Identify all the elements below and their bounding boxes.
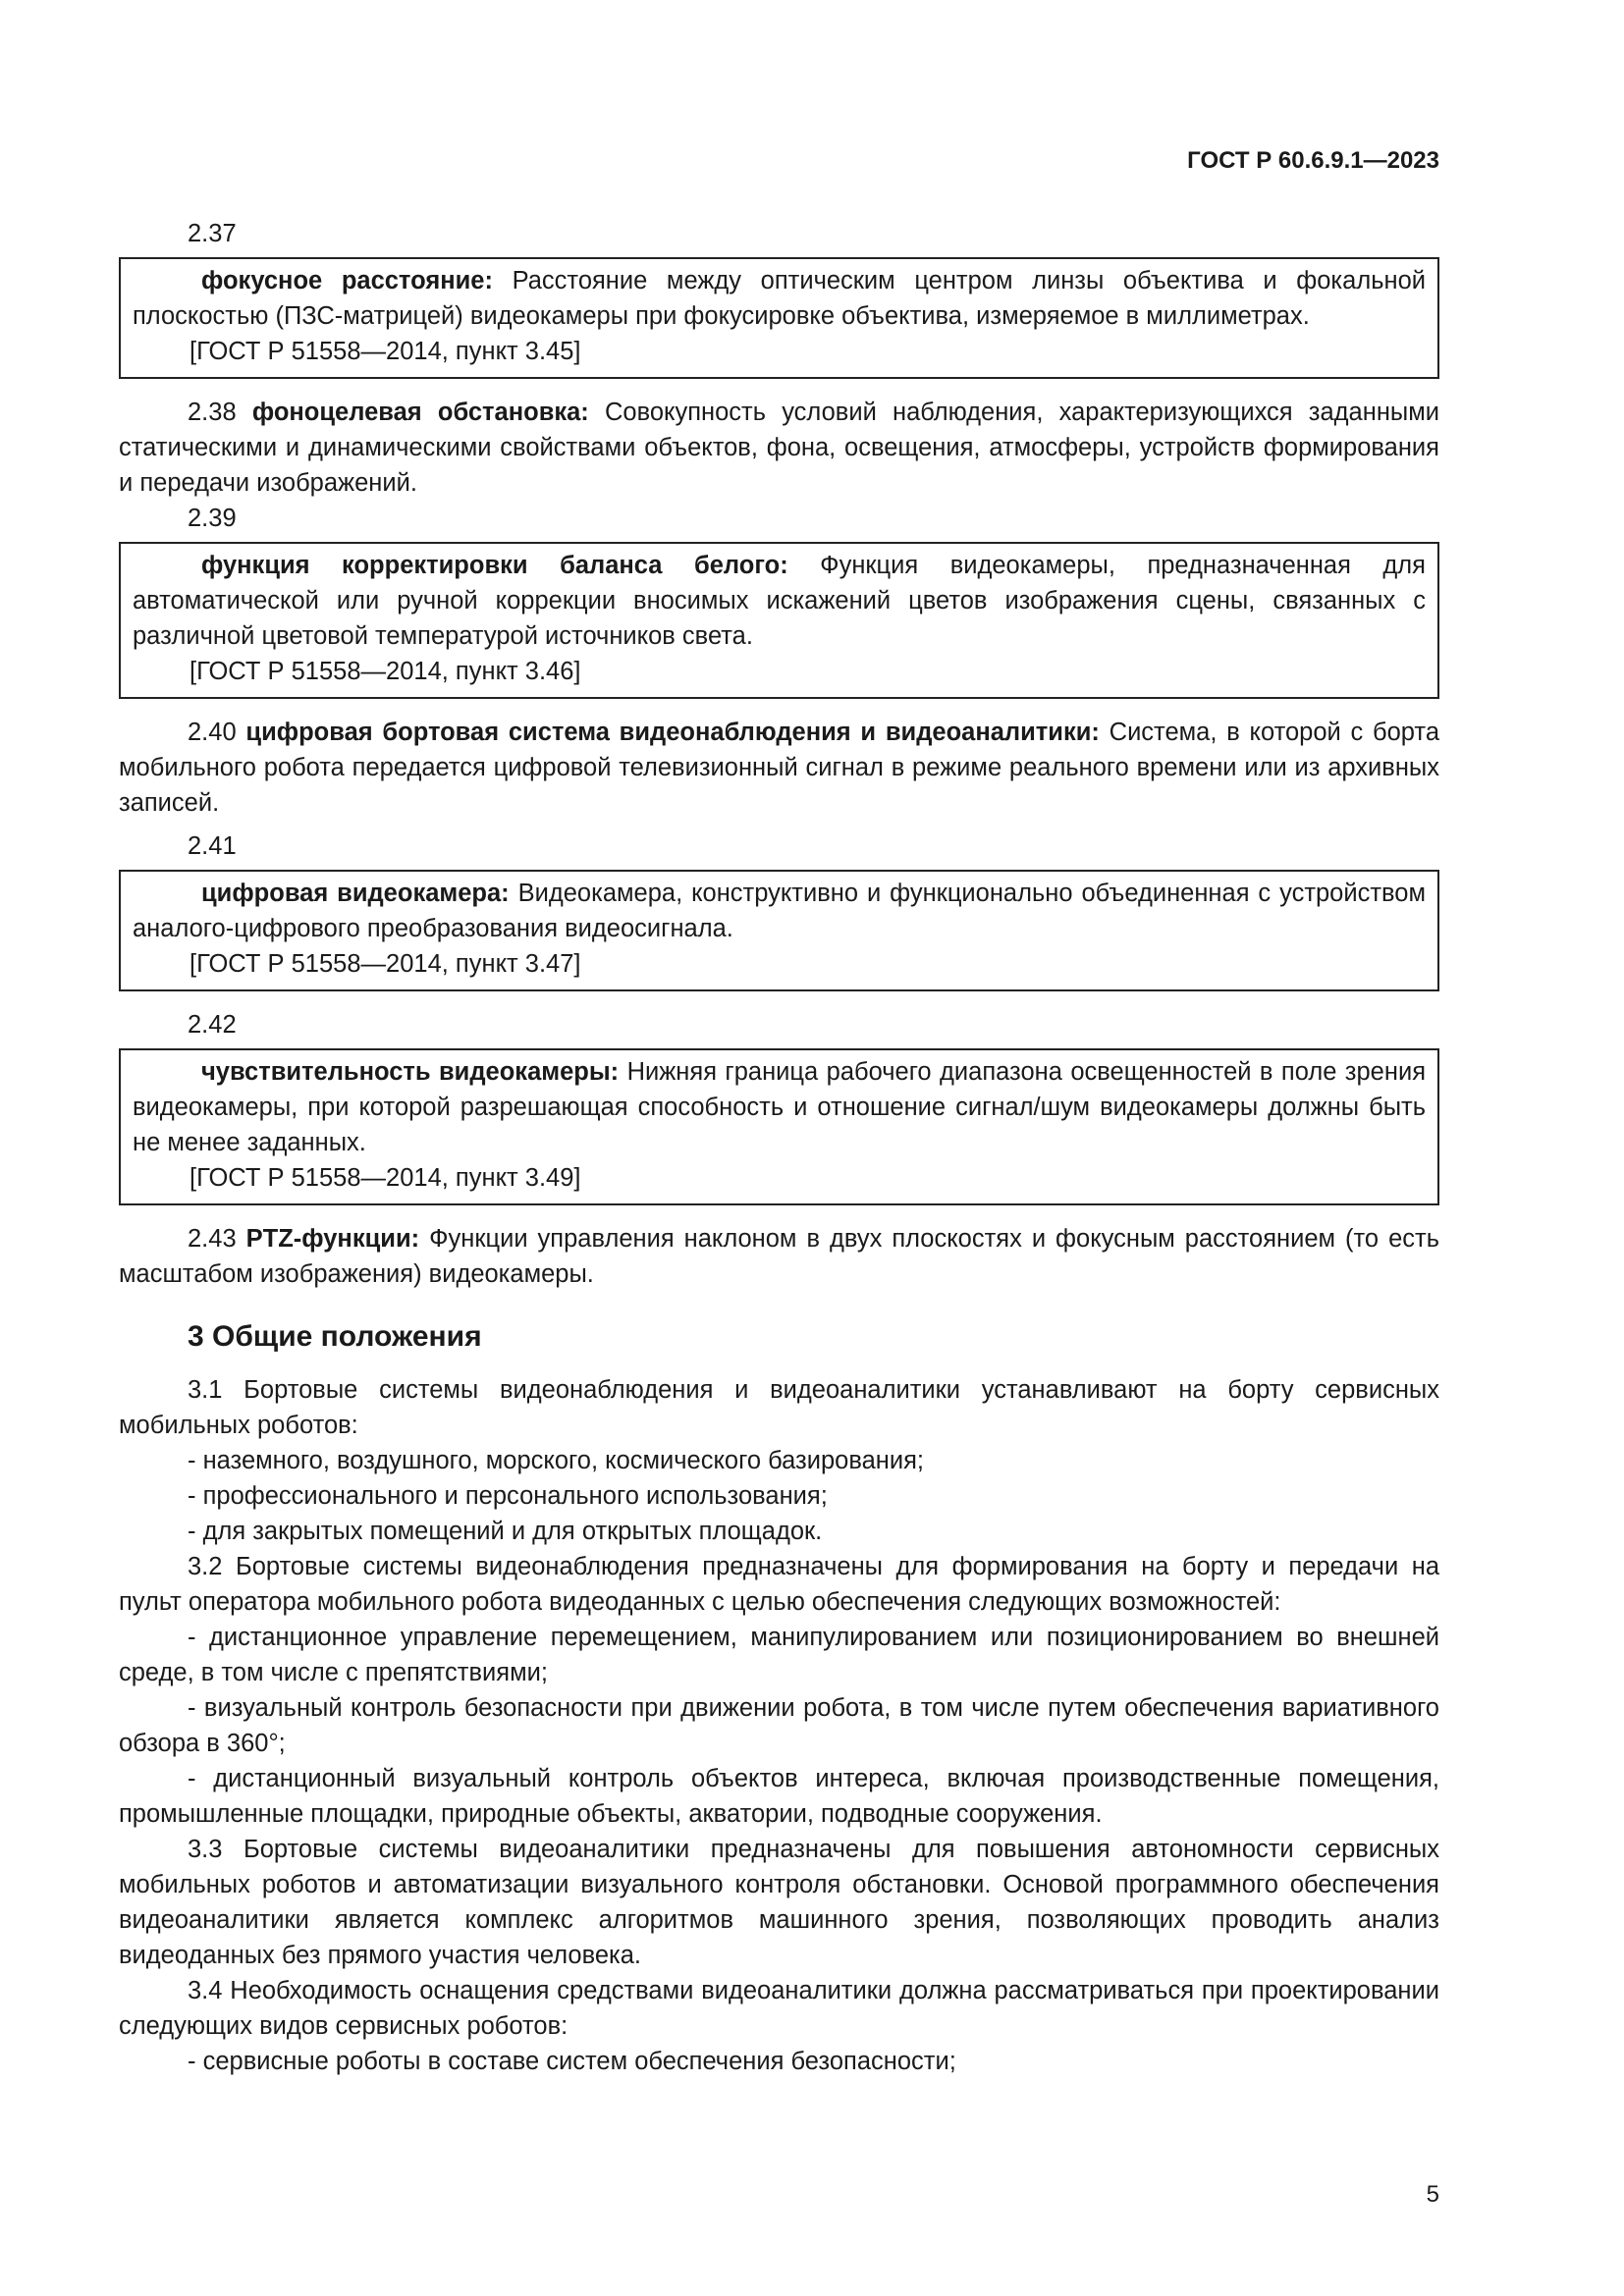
clause-paragraph: 3.3 Бортовые системы видеоаналитики предназначены для повышения автономности сервисных мобильных роботов и автоматизации визуального контроля обстановки. Основой программного обеспечения видеоаналитики является комплекс алгоритмов машинного зрения, позволяющих проводить анализ видеоданных без прямого участия человека.: [119, 1836, 1439, 1969]
term-name: фокусное расстояние:: [201, 267, 493, 294]
term-text: Совокупность условий наблюдения, характеризующихся заданными статическими и динамическими свойствами объектов, фона, освещения, атмосферы, устройств формирования и передачи изображений.: [119, 399, 1440, 497]
term-box: [119, 257, 1439, 379]
term-number: 2.41: [188, 832, 237, 860]
clause-paragraph: 3.2 Бортовые системы видеонаблюдения предназначены для формирования на борту и передачи на пульт оператора мобильного робота видеоданных с целью обеспечения следующих возможностей:: [119, 1553, 1439, 1616]
term-number: 2.39: [188, 505, 237, 532]
term-box: [119, 542, 1439, 699]
list-item: - профессионального и персонального использования;: [188, 1482, 828, 1510]
term-name: цифровая видеокамера:: [201, 880, 510, 907]
term-text: Нижняя граница рабочего диапазона освещенностей в поле зрения видеокамеры, при которой разрешающая способность и отношение сигнал/шум видеокамеры должны быть не менее заданных.: [133, 1058, 1426, 1156]
list-item: - дистанционный визуальный контроль объектов интереса, включая производственные помещения, промышленные площадки, природные объекты, акватории, подводные сооружения.: [119, 1765, 1439, 1828]
term-definition: [119, 395, 1439, 501]
term-text: Видеокамера, конструктивно и функционально объединенная с устройством аналого-цифрового преобразования видеосигнала.: [133, 880, 1427, 942]
page-number: 5: [1426, 2181, 1439, 2208]
clause-paragraph: 3.4 Необходимость оснащения средствами видеоаналитики должна рассматриваться при проектировании следующих видов сервисных роботов:: [119, 1977, 1439, 2040]
term-text: Расстояние между оптическим центром линзы объектива и фокальной плоскостью (ПЗС-матрицей) видеокамеры при фокусировке объектива, измеряемое в миллиметрах.: [133, 267, 1426, 330]
term-name: цифровая бортовая система видеонаблюдения и видеоаналитики:: [245, 719, 1100, 746]
term-definition: [133, 876, 1426, 946]
term-box: [119, 1048, 1439, 1205]
term-name: чувствительность видеокамеры:: [201, 1058, 620, 1086]
term-text: Система, в которой с борта мобильного робота передается цифровой телевизионный сигнал в режиме реального времени или из архивных записей.: [119, 719, 1440, 817]
term-number: 2.40: [188, 719, 237, 746]
list-item: - дистанционное управление перемещением, манипулированием или позиционированием во внешней среде, в том числе с препятствиями;: [119, 1624, 1439, 1686]
term-definition: [133, 548, 1426, 654]
term-source: [ГОСТ Р 51558—2014, пункт 3.45]: [189, 338, 581, 365]
term-number: 2.42: [188, 1011, 237, 1039]
list-item: - для закрытых помещений и для открытых площадок.: [188, 1518, 823, 1545]
term-definition: [133, 263, 1426, 334]
list-item: - сервисные роботы в составе систем обеспечения безопасности;: [188, 2048, 956, 2075]
term-name: PTZ-функции:: [245, 1225, 420, 1253]
document-body: [119, 216, 1439, 2079]
term-definition: [119, 715, 1439, 821]
term-definition: [119, 1221, 1439, 1292]
standard-designation: ГОСТ Р 60.6.9.1—2023: [1187, 147, 1439, 174]
term-number: 2.43: [188, 1225, 237, 1253]
term-number: 2.37: [188, 220, 237, 247]
term-definition: [133, 1054, 1426, 1160]
clause-paragraph: 3.1 Бортовые системы видеонаблюдения и видеоаналитики устанавливают на борту сервисных мобильных роботов:: [119, 1376, 1439, 1439]
section-title: 3 Общие положения: [188, 1320, 482, 1353]
term-source: [ГОСТ Р 51558—2014, пункт 3.49]: [189, 1164, 581, 1192]
term-name: фоноцелевая обстановка:: [251, 399, 589, 426]
term-number: 2.38: [188, 399, 237, 426]
list-item: - визуальный контроль безопасности при движении робота, в том числе путем обеспечения вариативного обзора в 360°;: [119, 1694, 1439, 1757]
term-text: Функции управления наклоном в двух плоскостях и фокусным расстоянием (то есть масштабом изображения) видеокамеры.: [119, 1225, 1439, 1288]
list-item: - наземного, воздушного, морского, космического базирования;: [188, 1447, 924, 1474]
term-text: Функция видеокамеры, предназначенная для автоматической или ручной коррекции вносимых искажений цветов изображения сцены, связанных с различной цветовой температурой источников света.: [133, 552, 1426, 650]
term-name: функция корректировки баланса белого:: [201, 552, 788, 579]
term-source: [ГОСТ Р 51558—2014, пункт 3.46]: [189, 658, 581, 685]
term-source: [ГОСТ Р 51558—2014, пункт 3.47]: [189, 950, 581, 978]
term-box: [119, 870, 1439, 991]
